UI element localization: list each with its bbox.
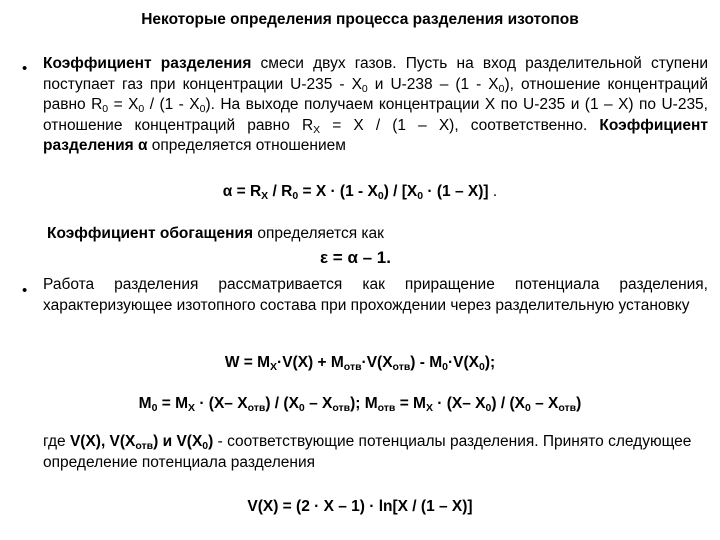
subscript: отв	[343, 361, 362, 373]
formula-part: = M	[157, 395, 189, 412]
subscript: отв	[558, 402, 577, 414]
potential-functions: )	[208, 433, 214, 450]
formula-v: V(X) = (2 · X – 1) · ln[X / (1 – X)]	[247, 498, 473, 515]
para-text: - соответствующие потенциалы разделения. Принято следующее определение потенциала разделения	[43, 433, 692, 471]
subscript: отв	[247, 402, 266, 414]
para-text: смеси двух газов. Пусть на вход разделительной ступени поступает газ при концентрации U-235 - X	[43, 55, 709, 93]
formula-part: – X	[304, 395, 333, 412]
subscript: 0	[442, 361, 448, 373]
subscript: 0	[199, 103, 206, 115]
formula-part: / R	[268, 183, 293, 200]
subscript: 0	[524, 402, 531, 414]
subscript: X	[261, 190, 269, 202]
separation-work-paragraph: Работа разделения рассматривается как приращение потенциала разделения, характеризующее изотопного состава при прохождении через разделительную установку	[43, 276, 708, 314]
subscript: 0	[498, 82, 505, 95]
enrichment-coefficient-line	[47, 224, 384, 245]
formula-part: .	[488, 183, 498, 200]
potential-functions: V(X), V(X	[69, 433, 136, 450]
subscript: 0	[377, 190, 384, 202]
para-text: ). На выходе получаем концентрации X по U-235 и (1 – X) по U-235, отношение концентраций равно R	[43, 96, 708, 134]
formula-epsilon: ε = α – 1.	[320, 248, 391, 267]
subscript: 0	[479, 361, 485, 373]
formula-part: ·V(X	[448, 354, 479, 371]
formula-part: · (1 – X)]	[423, 183, 489, 200]
para-text: ), отношение концентраций равно R	[43, 75, 708, 113]
subscript: 0	[298, 402, 305, 414]
formula-part: α = R	[222, 183, 262, 200]
slide-title: Некоторые определения процесса разделения изотопов	[141, 11, 579, 28]
formula-part: );	[484, 354, 496, 371]
subscript: 0	[417, 190, 424, 202]
formula-part: = X · (1 - X	[298, 183, 378, 200]
bullet-marker-2: •	[22, 282, 28, 299]
subscript: отв	[392, 361, 411, 373]
subscript: X	[270, 361, 278, 373]
para-text: = X / (1 – X), соответственно.	[320, 116, 600, 134]
potentials-paragraph	[43, 432, 713, 473]
separation-coefficient-term: Коэффициент разделения	[43, 55, 252, 72]
formula-part: – X	[530, 395, 559, 412]
formula-part: W = M	[224, 354, 271, 371]
subscript: X	[188, 402, 196, 414]
formula-part: ) - M	[410, 354, 443, 371]
formula-part: M	[138, 395, 152, 412]
enrichment-coefficient-term: Коэффициент обогащения	[47, 225, 254, 242]
subscript: 0	[361, 82, 368, 95]
separation-coefficient-paragraph	[43, 54, 708, 157]
para-text: где	[43, 433, 70, 450]
formula-part: ); M	[350, 395, 378, 412]
formula-m	[0, 395, 720, 413]
potential-functions: ) и V(X	[153, 433, 203, 450]
formula-part: ·V(X	[361, 354, 393, 371]
bullet-marker-1: •	[22, 60, 28, 77]
formula-part: · (X– X	[432, 395, 486, 412]
formula-w	[0, 354, 720, 372]
formula-part: ) / (X	[491, 395, 525, 412]
para-text: / (1 - X	[144, 96, 200, 113]
formula-part: ) / [X	[383, 183, 418, 200]
formula-alpha	[0, 183, 720, 201]
para-text: определяется отношением	[147, 137, 346, 154]
subscript: 0	[151, 402, 158, 414]
subscript: X	[313, 123, 321, 136]
formula-part: )	[576, 395, 582, 412]
formula-part: · (X– X	[195, 395, 248, 412]
subscript: 0	[485, 402, 492, 414]
subscript: отв	[377, 402, 396, 414]
formula-part: ·V(X) + M	[277, 354, 344, 371]
para-text: = X	[108, 96, 139, 113]
subscript: отв	[332, 402, 351, 414]
alpha-term: Коэффициент разделения α	[43, 116, 708, 154]
para-text: и U-238 – (1 - X	[367, 75, 499, 93]
formula-part: = M	[395, 395, 426, 412]
subscript: X	[425, 402, 433, 414]
subscript: отв	[135, 440, 154, 452]
para-text: определяется как	[253, 225, 384, 242]
subscript: 0	[202, 440, 209, 452]
subscript: 0	[292, 190, 299, 202]
subscript: 0	[138, 103, 145, 115]
subscript: 0	[102, 103, 109, 115]
formula-part: ) / (X	[265, 395, 299, 412]
